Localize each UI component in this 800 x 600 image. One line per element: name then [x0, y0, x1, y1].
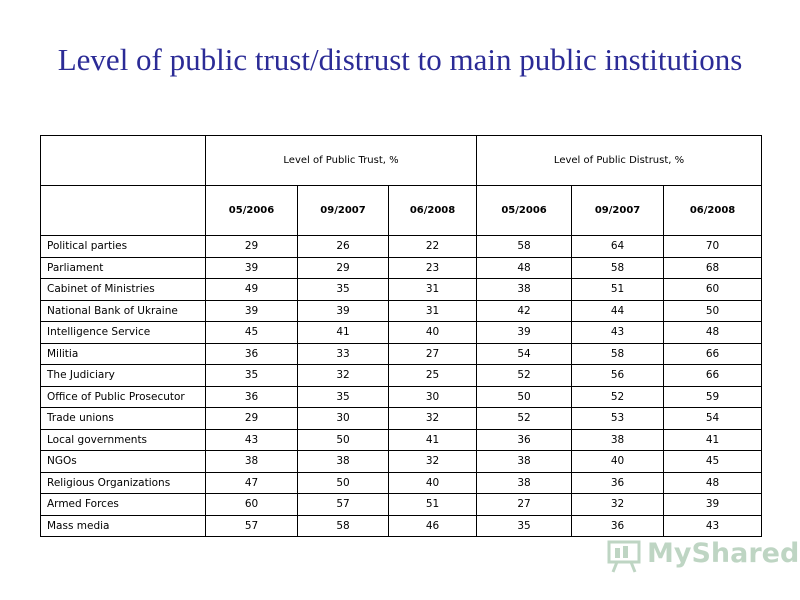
- trust-value-cell: 36: [206, 343, 298, 365]
- table-row: [41, 429, 762, 451]
- table-row: [41, 515, 762, 537]
- distrust-value-cell: 59: [664, 386, 762, 408]
- header-group-row: [41, 136, 762, 186]
- table-row: [41, 451, 762, 473]
- distrust-value-cell: 38: [477, 279, 572, 301]
- distrust-value-cell: 39: [477, 322, 572, 344]
- corner-cell: [41, 186, 206, 236]
- trust-value-cell: 36: [206, 386, 298, 408]
- trust-value-cell: 29: [298, 257, 389, 279]
- trust-value-cell: 46: [389, 515, 477, 537]
- distrust-value-cell: 54: [664, 408, 762, 430]
- table-row: [41, 322, 762, 344]
- data-table: [40, 135, 762, 537]
- trust-value-cell: 29: [206, 236, 298, 258]
- corner-cell: [41, 136, 206, 186]
- period-header-cell: 09/2007: [298, 186, 389, 236]
- table-row: [41, 386, 762, 408]
- trust-value-cell: 31: [389, 279, 477, 301]
- trust-value-cell: 27: [389, 343, 477, 365]
- institution-name-cell: Trade unions: [41, 408, 206, 430]
- table-row: [41, 408, 762, 430]
- institution-name-cell: Parliament: [41, 257, 206, 279]
- distrust-value-cell: 36: [477, 429, 572, 451]
- trust-value-cell: 51: [389, 494, 477, 516]
- institution-name-cell: Intelligence Service: [41, 322, 206, 344]
- table-row: [41, 279, 762, 301]
- trust-value-cell: 39: [206, 257, 298, 279]
- distrust-value-cell: 53: [572, 408, 664, 430]
- distrust-value-cell: 39: [664, 494, 762, 516]
- trust-value-cell: 39: [206, 300, 298, 322]
- trust-value-cell: 60: [206, 494, 298, 516]
- trust-value-cell: 29: [206, 408, 298, 430]
- distrust-value-cell: 58: [572, 257, 664, 279]
- distrust-value-cell: 35: [477, 515, 572, 537]
- trust-value-cell: 38: [298, 451, 389, 473]
- institution-name-cell: Religious Organizations: [41, 472, 206, 494]
- trust-value-cell: 39: [298, 300, 389, 322]
- distrust-value-cell: 52: [572, 386, 664, 408]
- table-row: [41, 300, 762, 322]
- table-row: [41, 472, 762, 494]
- trust-value-cell: 57: [298, 494, 389, 516]
- distrust-value-cell: 54: [477, 343, 572, 365]
- distrust-value-cell: 50: [477, 386, 572, 408]
- distrust-value-cell: 43: [572, 322, 664, 344]
- trust-value-cell: 50: [298, 472, 389, 494]
- table-row: [41, 343, 762, 365]
- institution-name-cell: Local governments: [41, 429, 206, 451]
- trust-value-cell: 23: [389, 257, 477, 279]
- trust-value-cell: 33: [298, 343, 389, 365]
- distrust-value-cell: 38: [477, 451, 572, 473]
- institution-name-cell: Mass media: [41, 515, 206, 537]
- period-header-cell: 06/2008: [389, 186, 477, 236]
- distrust-value-cell: 36: [572, 515, 664, 537]
- distrust-value-cell: 66: [664, 365, 762, 387]
- distrust-value-cell: 64: [572, 236, 664, 258]
- trust-value-cell: 35: [206, 365, 298, 387]
- distrust-value-cell: 58: [477, 236, 572, 258]
- distrust-value-cell: 48: [477, 257, 572, 279]
- institution-name-cell: Militia: [41, 343, 206, 365]
- header-distrust-group: Level of Public Distrust, %: [477, 136, 762, 186]
- trust-value-cell: 30: [389, 386, 477, 408]
- trust-value-cell: 47: [206, 472, 298, 494]
- distrust-value-cell: 42: [477, 300, 572, 322]
- trust-value-cell: 41: [389, 429, 477, 451]
- trust-value-cell: 22: [389, 236, 477, 258]
- presentation-board-icon: [605, 538, 645, 574]
- institution-name-cell: NGOs: [41, 451, 206, 473]
- trust-value-cell: 32: [298, 365, 389, 387]
- distrust-value-cell: 70: [664, 236, 762, 258]
- trust-value-cell: 40: [389, 472, 477, 494]
- distrust-value-cell: 32: [572, 494, 664, 516]
- distrust-value-cell: 56: [572, 365, 664, 387]
- header-period-row: [41, 186, 762, 236]
- trust-value-cell: 32: [389, 451, 477, 473]
- watermark-logo: [605, 538, 800, 574]
- distrust-value-cell: 48: [664, 472, 762, 494]
- period-header-cell: 05/2006: [206, 186, 298, 236]
- distrust-value-cell: 45: [664, 451, 762, 473]
- trust-value-cell: 30: [298, 408, 389, 430]
- table-row: [41, 365, 762, 387]
- distrust-value-cell: 58: [572, 343, 664, 365]
- institution-name-cell: Cabinet of Ministries: [41, 279, 206, 301]
- distrust-value-cell: 43: [664, 515, 762, 537]
- table-row: [41, 257, 762, 279]
- distrust-value-cell: 50: [664, 300, 762, 322]
- header-trust-group: Level of Public Trust, %: [206, 136, 477, 186]
- distrust-value-cell: 66: [664, 343, 762, 365]
- chart-title: Level of public trust/distrust to main public institutions: [57, 42, 743, 77]
- trust-value-cell: 35: [298, 279, 389, 301]
- period-header-cell: 06/2008: [664, 186, 762, 236]
- trust-value-cell: 35: [298, 386, 389, 408]
- trust-value-cell: 41: [298, 322, 389, 344]
- distrust-value-cell: 68: [664, 257, 762, 279]
- distrust-value-cell: 41: [664, 429, 762, 451]
- trust-value-cell: 38: [206, 451, 298, 473]
- institution-name-cell: Armed Forces: [41, 494, 206, 516]
- period-header-cell: 09/2007: [572, 186, 664, 236]
- trust-value-cell: 43: [206, 429, 298, 451]
- table-row: [41, 494, 762, 516]
- distrust-value-cell: 52: [477, 365, 572, 387]
- table-row: [41, 236, 762, 258]
- distrust-value-cell: 36: [572, 472, 664, 494]
- distrust-value-cell: 40: [572, 451, 664, 473]
- trust-value-cell: 25: [389, 365, 477, 387]
- distrust-value-cell: 38: [572, 429, 664, 451]
- trust-value-cell: 40: [389, 322, 477, 344]
- distrust-value-cell: 48: [664, 322, 762, 344]
- trust-value-cell: 45: [206, 322, 298, 344]
- institution-name-cell: National Bank of Ukraine: [41, 300, 206, 322]
- institution-name-cell: The Judiciary: [41, 365, 206, 387]
- period-header-cell: 05/2006: [477, 186, 572, 236]
- trust-value-cell: 49: [206, 279, 298, 301]
- institution-name-cell: Political parties: [41, 236, 206, 258]
- distrust-value-cell: 27: [477, 494, 572, 516]
- trust-value-cell: 26: [298, 236, 389, 258]
- trust-value-cell: 57: [206, 515, 298, 537]
- trust-value-cell: 50: [298, 429, 389, 451]
- trust-value-cell: 31: [389, 300, 477, 322]
- watermark-text: MyShared: [647, 538, 800, 569]
- distrust-value-cell: 60: [664, 279, 762, 301]
- distrust-value-cell: 52: [477, 408, 572, 430]
- distrust-value-cell: 44: [572, 300, 664, 322]
- trust-value-cell: 58: [298, 515, 389, 537]
- distrust-value-cell: 51: [572, 279, 664, 301]
- trust-value-cell: 32: [389, 408, 477, 430]
- distrust-value-cell: 38: [477, 472, 572, 494]
- institution-name-cell: Office of Public Prosecutor: [41, 386, 206, 408]
